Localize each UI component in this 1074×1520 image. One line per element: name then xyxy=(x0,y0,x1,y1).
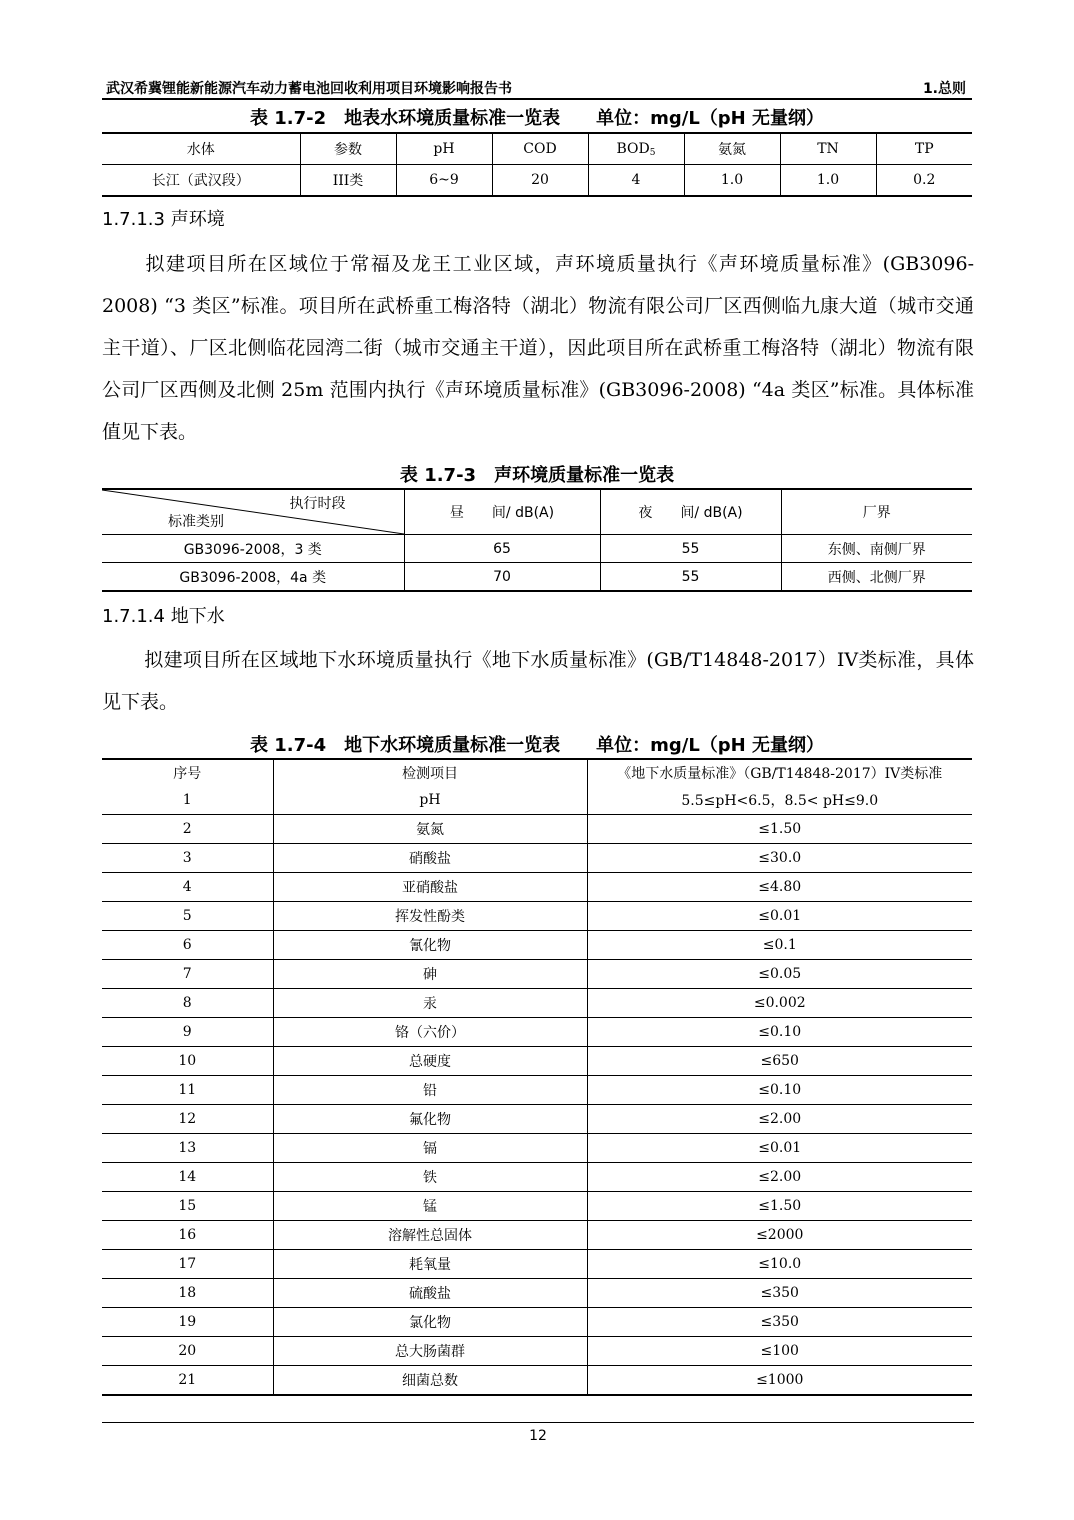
table-header-cell: 氨氮 xyxy=(684,133,780,165)
noise-paragraph xyxy=(102,243,974,453)
table-cell: ≤0.05 xyxy=(587,960,972,989)
table-cell: 20 xyxy=(492,165,588,197)
table-cell: ≤650 xyxy=(587,1047,972,1076)
table-header-cell: 夜 间/ dB(A) xyxy=(600,489,781,535)
table-row xyxy=(102,1279,972,1308)
table-cell: 5 xyxy=(102,902,273,931)
table-row xyxy=(102,1076,972,1105)
table-cell: ≤0.1 xyxy=(587,931,972,960)
table-row xyxy=(102,960,972,989)
table-header-cell: 序号 xyxy=(102,759,273,786)
diagonal-line xyxy=(102,490,404,534)
table-cell: 氨氮 xyxy=(273,815,587,844)
table-cell: 汞 xyxy=(273,989,587,1018)
groundwater-table-caption: 表 1.7-4 地下水环境质量标准一览表 单位：mg/L（pH 无量纲） xyxy=(249,735,825,756)
table-cell: 铅 xyxy=(273,1076,587,1105)
section-heading-groundwater: 1.7.1.4 地下水 xyxy=(102,606,225,627)
table-header-cell: pH xyxy=(396,133,492,165)
table-cell: 4 xyxy=(102,873,273,902)
table-cell: 东侧、南侧厂界 xyxy=(781,535,972,563)
table-row xyxy=(102,1047,972,1076)
table-cell: 长江（武汉段） xyxy=(102,165,300,197)
table-cell: ≤0.01 xyxy=(587,902,972,931)
table-row xyxy=(102,563,972,592)
table-cell: 亚硝酸盐 xyxy=(273,873,587,902)
table-header-cell: 昼 间/ dB(A) xyxy=(404,489,600,535)
table-row xyxy=(102,1337,972,1366)
table-cell: 20 xyxy=(102,1337,273,1366)
table-cell: 西侧、北侧厂界 xyxy=(781,563,972,592)
table-cell: pH xyxy=(273,786,587,815)
table-row xyxy=(102,1250,972,1279)
table-cell: ≤30.0 xyxy=(587,844,972,873)
table-cell: 12 xyxy=(102,1105,273,1134)
table-header-cell xyxy=(588,133,684,165)
table-cell: 总硬度 xyxy=(273,1047,587,1076)
table-cell: 总大肠菌群 xyxy=(273,1337,587,1366)
table-cell: 1.0 xyxy=(780,165,876,197)
table-cell: 氯化物 xyxy=(273,1308,587,1337)
table-row xyxy=(102,989,972,1018)
footer-divider xyxy=(102,1422,974,1423)
table-cell: 55 xyxy=(600,535,781,563)
table-cell: 2 xyxy=(102,815,273,844)
surface-water-table xyxy=(102,132,972,197)
table-cell: 13 xyxy=(102,1134,273,1163)
table-cell: 挥发性酚类 xyxy=(273,902,587,931)
table-cell: ≤1000 xyxy=(587,1366,972,1396)
table-cell: 8 xyxy=(102,989,273,1018)
table-row xyxy=(102,815,972,844)
table-row xyxy=(102,1366,972,1396)
table-row xyxy=(102,786,972,815)
table-cell: 镉 xyxy=(273,1134,587,1163)
table-cell: 19 xyxy=(102,1308,273,1337)
table-header-cell: COD xyxy=(492,133,588,165)
table-header-row xyxy=(102,759,972,786)
table-cell: 70 xyxy=(404,563,600,592)
table-cell: 1 xyxy=(102,786,273,815)
table-header-cell: 水体 xyxy=(102,133,300,165)
table-cell: 硝酸盐 xyxy=(273,844,587,873)
table-row xyxy=(102,165,972,197)
table-header-cell: 厂界 xyxy=(781,489,972,535)
table-cell: ≤100 xyxy=(587,1337,972,1366)
table-cell: ≤2.00 xyxy=(587,1163,972,1192)
table-cell: 4 xyxy=(588,165,684,197)
table-cell: 16 xyxy=(102,1221,273,1250)
table-cell: ≤0.01 xyxy=(587,1134,972,1163)
chapter-label: 1.总则 xyxy=(922,81,966,97)
table-header-cell: 检测项目 xyxy=(273,759,587,786)
table-cell: 3 xyxy=(102,844,273,873)
table-header-row xyxy=(102,133,972,165)
table-cell: 6~9 xyxy=(396,165,492,197)
table-cell: 硫酸盐 xyxy=(273,1279,587,1308)
table-cell: 18 xyxy=(102,1279,273,1308)
table-cell: 0.2 xyxy=(876,165,972,197)
table-cell: 10 xyxy=(102,1047,273,1076)
table-cell: ≤2000 xyxy=(587,1221,972,1250)
table-cell: GB3096-2008，3 类 xyxy=(102,535,404,563)
table-cell: GB3096-2008，4a 类 xyxy=(102,563,404,592)
table-cell: ≤350 xyxy=(587,1308,972,1337)
table-header-cell: TN xyxy=(780,133,876,165)
table-cell: ≤10.0 xyxy=(587,1250,972,1279)
table-row xyxy=(102,931,972,960)
table-header-row xyxy=(102,489,972,535)
table-row xyxy=(102,1308,972,1337)
table-cell: 耗氧量 xyxy=(273,1250,587,1279)
table-cell: ≤350 xyxy=(587,1279,972,1308)
page-number: 12 xyxy=(529,1428,547,1444)
table-cell: III类 xyxy=(300,165,396,197)
table-cell: 砷 xyxy=(273,960,587,989)
noise-table-caption: 表 1.7-3 声环境质量标准一览表 xyxy=(399,465,675,486)
table-cell: 细菌总数 xyxy=(273,1366,587,1396)
report-title: 武汉希冀锂能新能源汽车动力蓄电池回收利用项目环境影响报告书 xyxy=(106,81,512,97)
table-cell: 铁 xyxy=(273,1163,587,1192)
page-header xyxy=(102,76,972,100)
table-row xyxy=(102,1163,972,1192)
table-row xyxy=(102,1192,972,1221)
table-cell: 锰 xyxy=(273,1192,587,1221)
table-cell: ≤2.00 xyxy=(587,1105,972,1134)
groundwater-table xyxy=(102,758,972,1396)
table-cell: ≤4.80 xyxy=(587,873,972,902)
table-cell: 氟化物 xyxy=(273,1105,587,1134)
table-cell: ≤0.002 xyxy=(587,989,972,1018)
table-cell: 17 xyxy=(102,1250,273,1279)
table-header-cell: 《地下水质量标准》（GB/T14848-2017）IV类标准 xyxy=(587,759,972,786)
table-cell: 65 xyxy=(404,535,600,563)
table-cell: 5.5≤pH<6.5，8.5< pH≤9.0 xyxy=(587,786,972,815)
bod-label: BOD xyxy=(616,140,650,157)
table-cell: 7 xyxy=(102,960,273,989)
table-row xyxy=(102,1221,972,1250)
table-cell: 6 xyxy=(102,931,273,960)
bod-subscript: 5 xyxy=(649,147,656,158)
noise-paragraph-text: 拟建项目所在区域位于常福及龙王工业区域，声环境质量执行《声环境质量标准》(GB3096-2008) “3 类区”标准。项目所在武桥重工梅洛特（湖北）物流有限公司厂区西侧临九康大道（城市交通主干道）、厂区北侧临花园湾二街（城市交通主干道），因此项目所在武桥重工梅洛特（湖北）物流有限公司厂区西侧及北侧 25m 范围内执行《声环境质量标准》(GB3096-2008) “4a 类区”标准。具体标准值见下表。 xyxy=(102,253,974,443)
groundwater-paragraph-text: 拟建项目所在区域地下水环境质量执行《地下水质量标准》(GB/T14848-2017）IV类标准，具体见下表。 xyxy=(102,649,974,713)
table-cell: ≤1.50 xyxy=(587,815,972,844)
table-row xyxy=(102,873,972,902)
table-row xyxy=(102,535,972,563)
table-row xyxy=(102,902,972,931)
table-cell: 溶解性总固体 xyxy=(273,1221,587,1250)
table-header-cell: TP xyxy=(876,133,972,165)
diagonal-header-cell xyxy=(102,489,404,535)
groundwater-table-body xyxy=(102,786,972,1395)
diag-bottom-label: 标准类别 xyxy=(168,514,224,530)
table-cell: ≤0.10 xyxy=(587,1076,972,1105)
table-cell: ≤0.10 xyxy=(587,1018,972,1047)
table-cell: 15 xyxy=(102,1192,273,1221)
surface-water-table-caption: 表 1.7-2 地表水环境质量标准一览表 单位：mg/L（pH 无量纲） xyxy=(249,108,825,129)
table-cell: 氰化物 xyxy=(273,931,587,960)
noise-table xyxy=(102,488,972,592)
table-cell: 铬（六价） xyxy=(273,1018,587,1047)
table-row xyxy=(102,1134,972,1163)
table-cell: 14 xyxy=(102,1163,273,1192)
section-heading-noise: 1.7.1.3 声环境 xyxy=(102,209,225,230)
table-cell: ≤1.50 xyxy=(587,1192,972,1221)
table-cell: 9 xyxy=(102,1018,273,1047)
table-cell: 11 xyxy=(102,1076,273,1105)
table-row xyxy=(102,844,972,873)
groundwater-paragraph xyxy=(102,639,974,723)
table-cell: 21 xyxy=(102,1366,273,1396)
table-header-cell: 参数 xyxy=(300,133,396,165)
table-cell: 55 xyxy=(600,563,781,592)
table-cell: 1.0 xyxy=(684,165,780,197)
diag-top-label: 执行时段 xyxy=(289,496,346,512)
table-row xyxy=(102,1105,972,1134)
table-row xyxy=(102,1018,972,1047)
